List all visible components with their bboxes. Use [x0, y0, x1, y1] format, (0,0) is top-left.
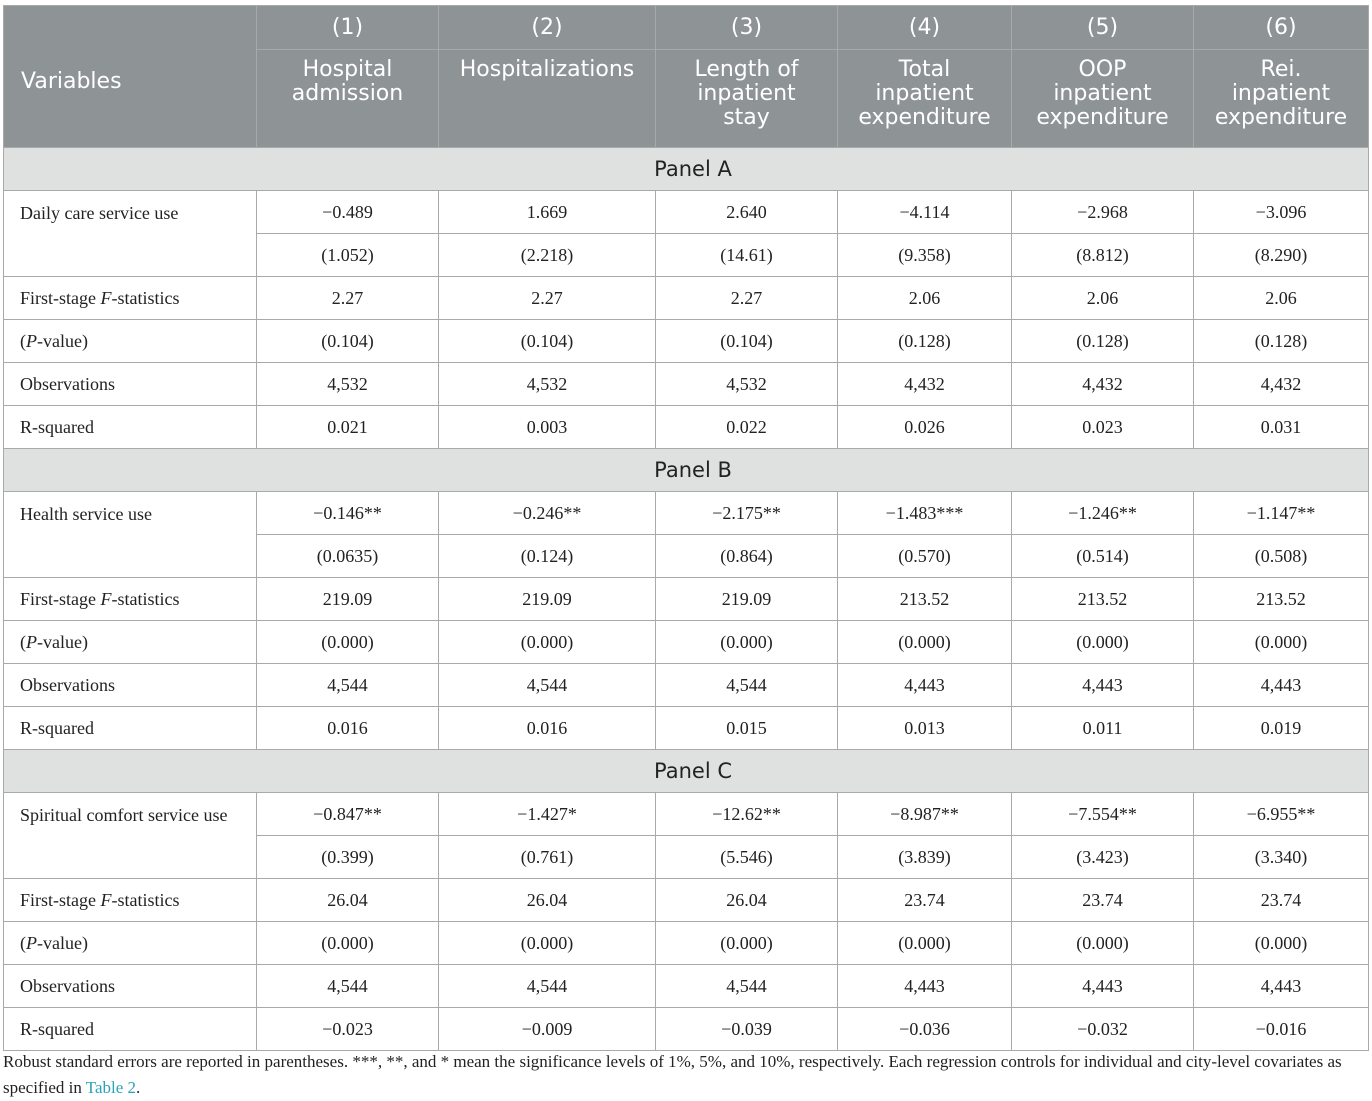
table-body	[4, 148, 1369, 1051]
row-label	[4, 965, 257, 1008]
se-cell: (0.124)	[439, 535, 656, 578]
label-part: F	[100, 588, 112, 609]
label-line: expenditure	[1214, 105, 1348, 130]
panel-title: Panel A	[4, 148, 1369, 191]
coef-cell: −2.175**	[656, 492, 838, 535]
se-cell: (14.61)	[656, 234, 838, 277]
row-label	[4, 879, 257, 922]
label-part: P	[26, 631, 37, 652]
coef-row	[4, 793, 1369, 836]
pval-cell: (0.000)	[1194, 922, 1369, 965]
r2-cell: 0.016	[257, 707, 439, 750]
label-line: Rei.	[1260, 57, 1302, 82]
coef-cell: −8.987**	[838, 793, 1012, 836]
obs-cell: 4,532	[656, 363, 838, 406]
fstat-cell: 23.74	[1012, 879, 1194, 922]
coef-cell: −0.847**	[257, 793, 439, 836]
row-label	[4, 578, 257, 621]
r2-cell: −0.016	[1194, 1008, 1369, 1051]
label-line: inpatient	[875, 81, 974, 106]
se-cell: (9.358)	[838, 234, 1012, 277]
coef-cell: −4.114	[838, 191, 1012, 234]
label-part: (	[20, 631, 26, 652]
r2-cell: 0.011	[1012, 707, 1194, 750]
coef-cell: −0.246**	[439, 492, 656, 535]
r2-row	[4, 1008, 1369, 1051]
r2-cell: 0.031	[1194, 406, 1369, 449]
table-2-link[interactable]: Table 2	[85, 1078, 137, 1097]
regression-table	[3, 5, 1369, 1051]
obs-cell: 4,432	[1012, 363, 1194, 406]
label-part: (	[20, 932, 26, 953]
fstat-cell: 219.09	[656, 578, 838, 621]
pval-cell: (0.000)	[1194, 621, 1369, 664]
fstat-row	[4, 578, 1369, 621]
r2-cell: 0.021	[257, 406, 439, 449]
coef-cell: −1.427*	[439, 793, 656, 836]
header-number-row	[4, 6, 1369, 50]
label-part: -statistics	[111, 889, 180, 910]
label-part: R-squared	[20, 1018, 94, 1039]
obs-cell: 4,544	[656, 965, 838, 1008]
column-label-length-of-stay	[656, 50, 838, 148]
fstat-row	[4, 277, 1369, 320]
label-line: Length of	[694, 57, 799, 82]
se-cell: (0.761)	[439, 836, 656, 879]
r2-cell: 0.003	[439, 406, 656, 449]
fstat-cell: 2.27	[439, 277, 656, 320]
r2-cell: 0.013	[838, 707, 1012, 750]
column-number: (4)	[838, 6, 1012, 50]
column-number: (2)	[439, 6, 656, 50]
row-label	[4, 664, 257, 707]
row-label	[4, 277, 257, 320]
pval-cell: (0.104)	[439, 320, 656, 363]
label-line: Hospital	[302, 57, 393, 82]
fstat-cell: 2.27	[257, 277, 439, 320]
se-cell: (2.218)	[439, 234, 656, 277]
pval-cell: (0.000)	[257, 922, 439, 965]
se-cell: (0.514)	[1012, 535, 1194, 578]
pval-row	[4, 320, 1369, 363]
obs-cell: 4,544	[439, 965, 656, 1008]
label-line: inpatient	[697, 81, 796, 106]
label-part: R-squared	[20, 416, 94, 437]
fstat-cell: 23.74	[838, 879, 1012, 922]
fstat-row	[4, 879, 1369, 922]
obs-row	[4, 664, 1369, 707]
panel-title: Panel B	[4, 449, 1369, 492]
label-part: P	[26, 932, 37, 953]
r2-cell: 0.015	[656, 707, 838, 750]
label-part: F	[100, 287, 112, 308]
pval-cell: (0.000)	[257, 621, 439, 664]
coef-cell: −1.147**	[1194, 492, 1369, 535]
obs-cell: 4,443	[1012, 965, 1194, 1008]
se-cell: (0.399)	[257, 836, 439, 879]
r2-cell: −0.039	[656, 1008, 838, 1051]
obs-cell: 4,432	[838, 363, 1012, 406]
se-cell: (1.052)	[257, 234, 439, 277]
pval-cell: (0.128)	[838, 320, 1012, 363]
fstat-cell: 2.06	[1194, 277, 1369, 320]
label-line: OOP	[1078, 57, 1127, 82]
pval-cell: (0.000)	[439, 621, 656, 664]
fstat-cell: 213.52	[1012, 578, 1194, 621]
r2-cell: −0.032	[1012, 1008, 1194, 1051]
pval-cell: (0.000)	[656, 922, 838, 965]
coef-cell: −12.62**	[656, 793, 838, 836]
r2-cell: 0.026	[838, 406, 1012, 449]
r2-cell: −0.036	[838, 1008, 1012, 1051]
coef-cell: −0.489	[257, 191, 439, 234]
fstat-cell: 219.09	[439, 578, 656, 621]
se-cell: (3.340)	[1194, 836, 1369, 879]
obs-cell: 4,443	[1194, 965, 1369, 1008]
se-cell: (0.570)	[838, 535, 1012, 578]
r2-cell: −0.023	[257, 1008, 439, 1051]
label-line: Hospitalizations	[459, 57, 635, 82]
se-cell: (5.546)	[656, 836, 838, 879]
row-label	[4, 320, 257, 363]
pval-cell: (0.104)	[656, 320, 838, 363]
obs-cell: 4,544	[656, 664, 838, 707]
panel-title: Panel C	[4, 750, 1369, 793]
column-label-oop-expenditure	[1012, 50, 1194, 148]
pval-cell: (0.000)	[838, 621, 1012, 664]
pval-cell: (0.128)	[1012, 320, 1194, 363]
fstat-cell: 219.09	[257, 578, 439, 621]
r2-cell: −0.009	[439, 1008, 656, 1051]
column-number: (3)	[656, 6, 838, 50]
r2-cell: 0.022	[656, 406, 838, 449]
column-number: (1)	[257, 6, 439, 50]
coef-cell: −6.955**	[1194, 793, 1369, 836]
se-cell: (0.508)	[1194, 535, 1369, 578]
row-label	[4, 1008, 257, 1051]
r2-row	[4, 707, 1369, 750]
pval-row	[4, 621, 1369, 664]
obs-row	[4, 965, 1369, 1008]
r2-cell: 0.019	[1194, 707, 1369, 750]
column-label-rei-expenditure	[1194, 50, 1369, 148]
label-part: Observations	[20, 975, 115, 996]
pval-row	[4, 922, 1369, 965]
label-part: (	[20, 330, 26, 351]
obs-cell: 4,443	[1194, 664, 1369, 707]
fstat-cell: 2.06	[1012, 277, 1194, 320]
panel-row	[4, 449, 1369, 492]
obs-cell: 4,443	[838, 965, 1012, 1008]
r2-cell: 0.023	[1012, 406, 1194, 449]
row-label	[4, 922, 257, 965]
fstat-cell: 2.27	[656, 277, 838, 320]
label-line: stay	[723, 105, 770, 130]
footnote-end: .	[136, 1078, 141, 1097]
footnote-text: Robust standard errors are reported in parentheses. ***, **, and * mean the significance levels of 1%, 5%, and 10%, respectively. Each regression controls for individual and city-level covariates as specified in	[3, 1052, 1342, 1097]
column-label-total-expenditure	[838, 50, 1012, 148]
coef-row	[4, 492, 1369, 535]
pval-cell: (0.000)	[1012, 922, 1194, 965]
label-line: Total	[898, 57, 951, 82]
variables-header: Variables	[4, 6, 257, 148]
coef-cell: −2.968	[1012, 191, 1194, 234]
obs-cell: 4,432	[1194, 363, 1369, 406]
fstat-cell: 2.06	[838, 277, 1012, 320]
panel-row	[4, 750, 1369, 793]
label-part: F	[100, 889, 112, 910]
table-footnote	[3, 1049, 1369, 1101]
row-label: Health service use	[4, 492, 257, 578]
label-line: expenditure	[1036, 105, 1169, 130]
fstat-cell: 26.04	[656, 879, 838, 922]
row-label	[4, 621, 257, 664]
r2-cell: 0.016	[439, 707, 656, 750]
column-number: (6)	[1194, 6, 1369, 50]
panel-row	[4, 148, 1369, 191]
pval-cell: (0.000)	[439, 922, 656, 965]
se-cell: (8.290)	[1194, 234, 1369, 277]
obs-cell: 4,443	[838, 664, 1012, 707]
row-label	[4, 406, 257, 449]
obs-cell: 4,544	[439, 664, 656, 707]
label-line: inpatient	[1053, 81, 1152, 106]
obs-row	[4, 363, 1369, 406]
label-part: Observations	[20, 373, 115, 394]
label-part: -statistics	[111, 588, 180, 609]
label-part: -value)	[37, 631, 88, 652]
fstat-cell: 213.52	[1194, 578, 1369, 621]
coef-cell: −3.096	[1194, 191, 1369, 234]
coef-cell: −7.554**	[1012, 793, 1194, 836]
label-part: -value)	[37, 330, 88, 351]
pval-cell: (0.104)	[257, 320, 439, 363]
se-cell: (0.864)	[656, 535, 838, 578]
se-cell: (0.0635)	[257, 535, 439, 578]
pval-cell: (0.000)	[1012, 621, 1194, 664]
coef-cell: 1.669	[439, 191, 656, 234]
coef-cell: −1.246**	[1012, 492, 1194, 535]
label-part: First-stage	[20, 588, 101, 609]
pval-cell: (0.000)	[838, 922, 1012, 965]
obs-cell: 4,544	[257, 664, 439, 707]
fstat-cell: 26.04	[439, 879, 656, 922]
obs-cell: 4,544	[257, 965, 439, 1008]
fstat-cell: 23.74	[1194, 879, 1369, 922]
se-cell: (3.423)	[1012, 836, 1194, 879]
fstat-cell: 26.04	[257, 879, 439, 922]
label-part: Observations	[20, 674, 115, 695]
pval-cell: (0.128)	[1194, 320, 1369, 363]
row-label: Daily care service use	[4, 191, 257, 277]
label-part: First-stage	[20, 889, 101, 910]
coef-row	[4, 191, 1369, 234]
se-cell: (8.812)	[1012, 234, 1194, 277]
column-label-hospital-admission	[257, 50, 439, 148]
label-part: R-squared	[20, 717, 94, 738]
obs-cell: 4,532	[439, 363, 656, 406]
pval-cell: (0.000)	[656, 621, 838, 664]
label-part: -value)	[37, 932, 88, 953]
label-line: admission	[291, 81, 404, 106]
coef-cell: −0.146**	[257, 492, 439, 535]
label-line: inpatient	[1231, 81, 1331, 106]
coef-cell: 2.640	[656, 191, 838, 234]
label-part: P	[26, 330, 37, 351]
r2-row	[4, 406, 1369, 449]
obs-cell: 4,532	[257, 363, 439, 406]
fstat-cell: 213.52	[838, 578, 1012, 621]
label-part: -statistics	[111, 287, 180, 308]
row-label: Spiritual comfort service use	[4, 793, 257, 879]
row-label	[4, 363, 257, 406]
obs-cell: 4,443	[1012, 664, 1194, 707]
row-label	[4, 707, 257, 750]
column-label-hospitalizations	[439, 50, 656, 148]
column-number: (5)	[1012, 6, 1194, 50]
coef-cell: −1.483***	[838, 492, 1012, 535]
label-line: expenditure	[858, 105, 991, 130]
se-cell: (3.839)	[838, 836, 1012, 879]
label-part: First-stage	[20, 287, 101, 308]
